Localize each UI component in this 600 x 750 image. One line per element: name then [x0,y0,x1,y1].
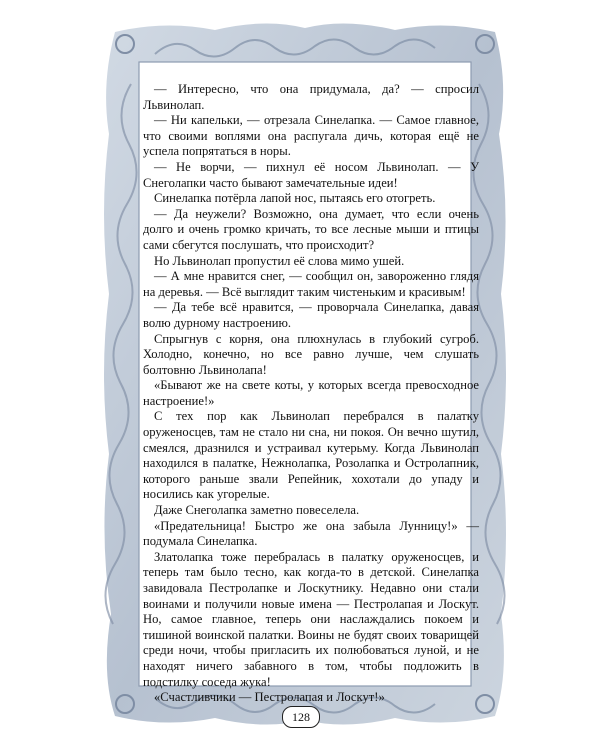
paragraph: Спрыгнув с корня, она плюхнулась в глубокий сугроб. Холодно, конечно, но все равно лучше, чем слушать болтовню Львинолапа! [143,331,479,377]
paragraph: Синелапка потёрла лапой нос, пытаясь его отогреть. [154,191,436,206]
paragraph: С тех пор как Львинолап перебрался в палатку оруженосцев, там не стало ни сна, ни покоя. Он вечно шутил, смеялся, дразнился и устраивал кутерьму. Когда Львинолап находился в палатке, Нежнолапка, Розолапка и Остролапник, которого раньше звали Репейник, хохотали до упаду и носились как угорелые. [143,409,479,502]
paragraph: Златолапка тоже перебралась в палатку оруженосцев, и теперь там было тесно, как когда-то в детской. Синелапка завидовала Пестролапке и Лоскутнику. Недавно они стали воинами и получили новые имена — Пестролапая и Лоскут. Но, самое главное, теперь они наслаждались покоем и тишиной воинской палатки. Воины не будят своих товарищей среди ночи, чтобы пригласить их полюбоваться луной, и не находят ничего забавного в том, чтобы подложить в подстилку соседа жука! [143,549,479,689]
page-text [143,82,479,706]
paragraph: — А мне нравится снег, — сообщил он, завороженно глядя на деревья. — Всё выглядит таким чистеньким и красивым! [143,269,479,299]
paragraph: — Интересно, что она придумала, да? — спросил Львинолап. [143,82,479,112]
paragraph: — Да тебе всё нравится, — проворчала Синелапка, давая волю дурному настроению. [143,300,479,330]
page-number [282,706,320,728]
paragraph: «Бывают же на свете коты, у которых всегда превосходное настроение!» [143,378,479,408]
page-number-label: 128 [292,709,310,724]
paragraph: — Не ворчи, — пихнул её носом Львинолап. — У Снеголапки часто бывают замечательные идеи! [143,159,479,190]
paragraph: Но Львинолап пропустил её слова мимо ушей. [154,253,405,268]
paragraph: — Да неужели? Возможно, она думает, что если очень долго и очень громко кричать, то все лесные мыши и птицы сами сбегутся послушать, что происходит? [143,206,479,252]
paragraph: Даже Снеголапка заметно повеселела. [154,503,360,518]
paragraph: «Предательница! Быстро же она забыла Лунницу!» — подумала Синелапка. [143,518,479,549]
paragraph: — Ни капельки, — отрезала Синелапка. — Самое главное, что своими воплями она распугала дичь, которая ещё не успела попрятаться в норы. [143,113,479,159]
paragraph: «Счастливчики — Пестролапая и Лоскут!» [154,690,385,705]
